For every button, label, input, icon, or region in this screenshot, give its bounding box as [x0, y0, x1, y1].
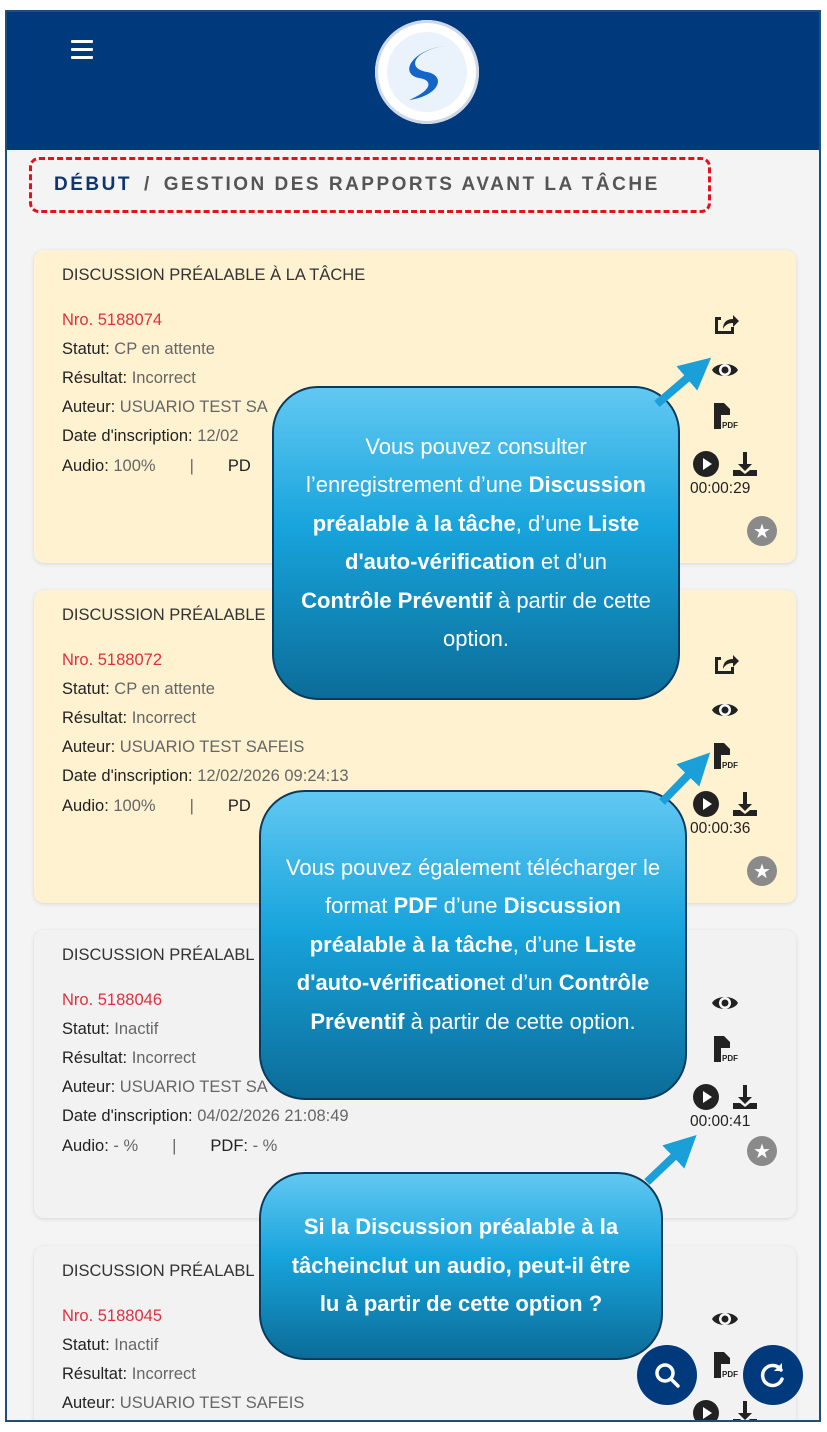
view-button[interactable] — [710, 988, 740, 1018]
card-title: DISCUSSION PRÉALABL — [62, 1262, 255, 1280]
pdf-label: PD — [227, 457, 251, 475]
card-title: DISCUSSION PRÉALABL — [62, 946, 255, 964]
field-label: Audio: — [62, 797, 114, 815]
field-label: Statut: — [62, 1020, 115, 1038]
report-number[interactable]: Nro. 5188045 — [62, 1307, 162, 1325]
audio-value: - % — [113, 1137, 139, 1155]
view-button[interactable] — [710, 355, 740, 385]
hamburger-menu-icon[interactable] — [71, 40, 93, 58]
field-value: CP en attente — [114, 340, 215, 358]
pdf-value: - % — [252, 1137, 278, 1155]
field-resultat — [62, 1049, 196, 1068]
field-label: Résultat: — [62, 1049, 132, 1067]
audio-duration: 00:00:29 — [690, 480, 751, 497]
field-value: Incorrect — [131, 709, 196, 727]
download-audio-button[interactable] — [730, 1398, 760, 1422]
card-title: DISCUSSION PRÉALABLE — [62, 606, 266, 624]
breadcrumb — [29, 157, 711, 213]
field-audio — [62, 1137, 277, 1156]
field-label: Date d'inscription: — [62, 767, 198, 785]
top-bar — [7, 12, 819, 150]
field-label: Auteur: — [62, 1078, 120, 1096]
field-value: USUARIO TEST SA — [119, 398, 268, 416]
svg-text:PDF: PDF — [722, 1054, 738, 1063]
search-button[interactable] — [637, 1345, 697, 1405]
field-date — [62, 767, 349, 786]
favorite-star-button[interactable]: ★ — [747, 1136, 777, 1166]
view-button[interactable] — [710, 1304, 740, 1334]
field-label: Résultat: — [62, 1365, 132, 1383]
field-value: 04/02/2026 21:08:49 — [197, 1107, 349, 1125]
report-number[interactable]: Nro. 5188074 — [62, 311, 162, 329]
field-label: Date d'inscription: — [62, 427, 198, 445]
play-audio-button[interactable] — [691, 789, 721, 819]
field-label: Statut: — [62, 1336, 115, 1354]
field-label: Statut: — [62, 340, 115, 358]
play-audio-button[interactable] — [691, 1082, 721, 1112]
field-statut — [62, 1020, 158, 1039]
breadcrumb-current: GESTION DES RAPPORTS AVANT LA TÂCHE — [163, 174, 660, 195]
refresh-icon — [758, 1360, 788, 1390]
download-audio-button[interactable] — [730, 449, 760, 479]
field-label: Audio: — [62, 1137, 114, 1155]
field-value: Inactif — [114, 1336, 159, 1354]
svg-text:PDF: PDF — [722, 421, 738, 430]
field-date — [62, 1107, 349, 1126]
pdf-download-button[interactable] — [710, 1350, 740, 1380]
divider: | — [172, 1137, 177, 1155]
field-label: Audio: — [62, 457, 114, 475]
field-auteur — [62, 1078, 268, 1097]
callout-text: Vous pouvez consulter l’enregistrement d’une Discussion préalable à la tâche, d’une Liste d'auto-vérification et d’un Contrôle Préventif à partir de cette option. — [301, 433, 651, 651]
field-value: USUARIO TEST SAFEIS — [119, 738, 305, 756]
field-label: Statut: — [62, 680, 115, 698]
report-number[interactable]: Nro. 5188046 — [62, 991, 162, 1009]
field-audio — [62, 457, 251, 476]
view-button[interactable] — [710, 695, 740, 725]
field-label: Résultat: — [62, 369, 132, 387]
field-label: Date d'inscription: — [62, 1107, 198, 1125]
svg-text:PDF: PDF — [722, 761, 738, 770]
app-logo — [375, 20, 479, 124]
field-date — [62, 427, 239, 446]
field-value: USUARIO TEST SA — [119, 1078, 268, 1096]
pdf-download-button[interactable] — [710, 1034, 740, 1064]
pdf-label: PDF: — [210, 1137, 253, 1155]
field-resultat — [62, 709, 196, 728]
pdf-label: PD — [227, 797, 251, 815]
audio-value: 100% — [113, 457, 156, 475]
audio-value: 100% — [113, 797, 156, 815]
share-button[interactable] — [710, 308, 740, 338]
divider: | — [189, 457, 194, 475]
field-statut — [62, 1336, 158, 1355]
download-audio-button[interactable] — [730, 789, 760, 819]
callout-text: Vous pouvez également télécharger le format PDF d’une Discussion préalable à la tâche, d’une Liste d'auto-vérificationet d’un Contrôle Préventif à partir de cette option. — [285, 854, 661, 1034]
callout-text: Si la Discussion préalable à la tâcheinclut un audio, peut-il être lu à partir de cette option ? — [291, 1214, 631, 1317]
field-label: Auteur: — [62, 738, 120, 756]
report-number[interactable]: Nro. 5188072 — [62, 651, 162, 669]
field-statut — [62, 680, 215, 699]
download-audio-button[interactable] — [730, 1082, 760, 1112]
field-resultat — [62, 1365, 196, 1384]
field-resultat — [62, 369, 196, 388]
field-auteur — [62, 1394, 304, 1413]
field-value: USUARIO TEST SAFEIS — [119, 1394, 305, 1412]
field-statut — [62, 340, 215, 359]
svg-text:PDF: PDF — [722, 1370, 738, 1379]
field-label: Résultat: — [62, 709, 132, 727]
field-label: Auteur: — [62, 398, 120, 416]
field-value: CP en attente — [114, 680, 215, 698]
callout-pdf — [259, 790, 687, 1100]
refresh-button[interactable] — [743, 1345, 803, 1405]
pdf-download-button[interactable] — [710, 401, 740, 431]
field-value: Incorrect — [131, 1049, 196, 1067]
field-value: Incorrect — [131, 369, 196, 387]
field-auteur — [62, 398, 268, 417]
breadcrumb-home-link[interactable]: DÉBUT — [54, 174, 132, 195]
play-audio-button[interactable] — [691, 1398, 721, 1422]
favorite-star-button[interactable]: ★ — [747, 516, 777, 546]
app-frame — [5, 10, 821, 1422]
field-value: Incorrect — [131, 1365, 196, 1383]
audio-duration: 00:00:36 — [690, 820, 751, 837]
callout-audio — [259, 1172, 663, 1360]
breadcrumb-separator: / — [143, 174, 152, 195]
favorite-star-button[interactable]: ★ — [747, 856, 777, 886]
field-audio — [62, 797, 251, 816]
play-audio-button[interactable] — [691, 449, 721, 479]
search-icon — [652, 1360, 682, 1390]
share-button[interactable] — [710, 648, 740, 678]
audio-duration: 00:00:41 — [690, 1113, 751, 1130]
field-value: 12/02 — [197, 427, 239, 445]
field-value: Inactif — [114, 1020, 159, 1038]
callout-view — [272, 386, 680, 700]
divider: | — [189, 797, 194, 815]
card-title: DISCUSSION PRÉALABLE À LA TÂCHE — [62, 266, 366, 284]
pdf-download-button[interactable] — [710, 741, 740, 771]
field-label: Auteur: — [62, 1394, 120, 1412]
field-auteur — [62, 738, 304, 757]
field-value: 12/02/2026 09:24:13 — [197, 767, 349, 785]
